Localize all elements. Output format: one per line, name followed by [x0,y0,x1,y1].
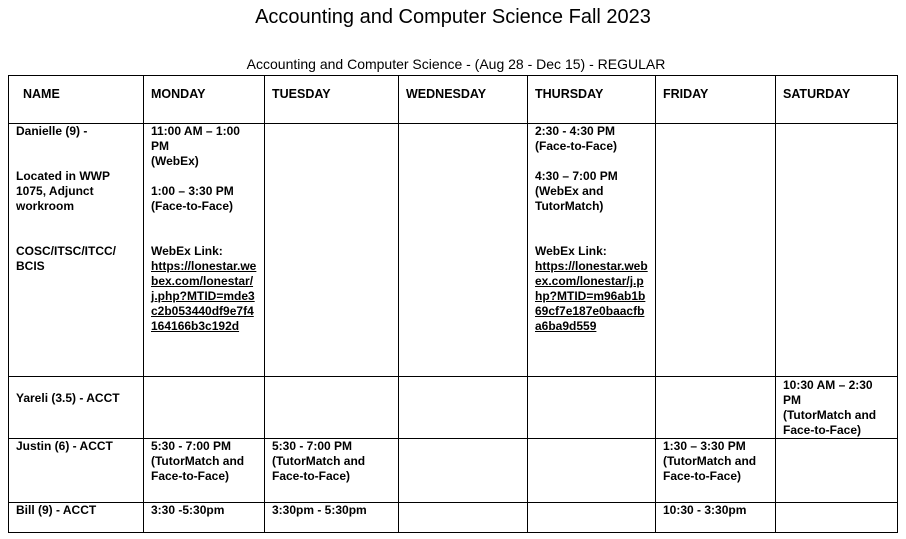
header-wednesday: WEDNESDAY [399,76,528,124]
justin-monday-mode: (TutorMatch and Face-to-Face) [151,454,245,483]
page-title: Accounting and Computer Science Fall 2023 [255,6,651,28]
table-caption: Accounting and Computer Science - (Aug 28 - Dec 15) - REGULAR [246,56,666,72]
bill-wednesday-cell [399,503,528,533]
bill-saturday-cell [776,503,898,533]
danielle-monday-webex-link[interactable]: https://lonestar.webex.com/lonestar/j.php?MTID=mde3c2b053440df9e7f4164166b3c192d [151,259,257,333]
justin-tuesday-mode: (TutorMatch and Face-to-Face) [272,454,366,483]
justin-friday-time: 1:30 – 3:30 PM [663,439,746,453]
header-name: NAME [9,76,144,124]
danielle-tuesday-cell [265,124,399,377]
justin-saturday-cell [776,439,898,503]
table-row-justin [9,439,898,503]
danielle-location: Located in WWP 1075, Adjunct workroom [16,169,110,213]
danielle-thursday-webex-link[interactable]: https://lonestar.webex.com/lonestar/j.php?MTID=m96ab1b69cf7e187e0baacfba6ba9d559 [535,259,648,333]
justin-thursday-cell [528,439,656,503]
justin-tuesday-cell [265,439,399,503]
danielle-monday-slot2-mode: (Face-to-Face) [151,199,234,213]
justin-wednesday-cell [399,439,528,503]
justin-monday-time: 5:30 - 7:00 PM [151,439,232,453]
justin-name: Justin (6) - ACCT [9,439,144,503]
danielle-name-cell [9,124,144,377]
danielle-name: Danielle (9) - [16,124,88,138]
danielle-monday-cell [144,124,265,377]
justin-friday-mode: (TutorMatch and Face-to-Face) [663,454,757,483]
yareli-saturday-time: 10:30 AM – 2:30 PM [783,378,873,407]
bill-tuesday: 3:30pm - 5:30pm [265,503,399,533]
danielle-monday-slot1: 11:00 AM – 1:00 PM [151,124,240,153]
header-row [9,76,898,124]
header-friday: FRIDAY [656,76,776,124]
table-row-bill [9,503,898,533]
yareli-name: Yareli (3.5) - ACCT [9,377,144,439]
bill-name: Bill (9) - ACCT [9,503,144,533]
table-row-yareli [9,377,898,439]
danielle-thursday-slot2: 4:30 – 7:00 PM [535,169,618,183]
danielle-saturday-cell [776,124,898,377]
danielle-thursday-slot1: 2:30 - 4:30 PM [535,124,616,138]
bill-thursday-cell [528,503,656,533]
yareli-friday-cell [656,377,776,439]
danielle-monday-slot2: 1:00 – 3:30 PM [151,184,234,198]
yareli-wednesday-cell [399,377,528,439]
header-saturday: SATURDAY [776,76,898,124]
table-row-danielle [9,124,898,377]
yareli-tuesday-cell [265,377,399,439]
danielle-thursday-slot1-mode: (Face-to-Face) [535,139,618,153]
bill-friday: 10:30 - 3:30pm [656,503,776,533]
danielle-thursday-link-label: WebEx Link: [535,244,607,258]
header-monday: MONDAY [144,76,265,124]
danielle-friday-cell [656,124,776,377]
danielle-monday-link-label: WebEx Link: [151,244,223,258]
danielle-wednesday-cell [399,124,528,377]
header-thursday: THURSDAY [528,76,656,124]
schedule-table [8,75,898,533]
justin-friday-cell [656,439,776,503]
justin-tuesday-time: 5:30 - 7:00 PM [272,439,353,453]
bill-monday: 3:30 -5:30pm [144,503,265,533]
header-tuesday: TUESDAY [265,76,399,124]
danielle-thursday-cell [528,124,656,377]
yareli-saturday-mode: (TutorMatch and Face-to-Face) [783,408,877,437]
yareli-saturday-cell [776,377,898,439]
danielle-monday-slot1-mode: (WebEx) [151,154,199,168]
justin-monday-cell [144,439,265,503]
danielle-thursday-slot2-mode: (WebEx and TutorMatch) [535,184,604,213]
danielle-subjects: COSC/ITSC/ITCC/ BCIS [16,244,117,273]
yareli-monday-cell [144,377,265,439]
yareli-thursday-cell [528,377,656,439]
